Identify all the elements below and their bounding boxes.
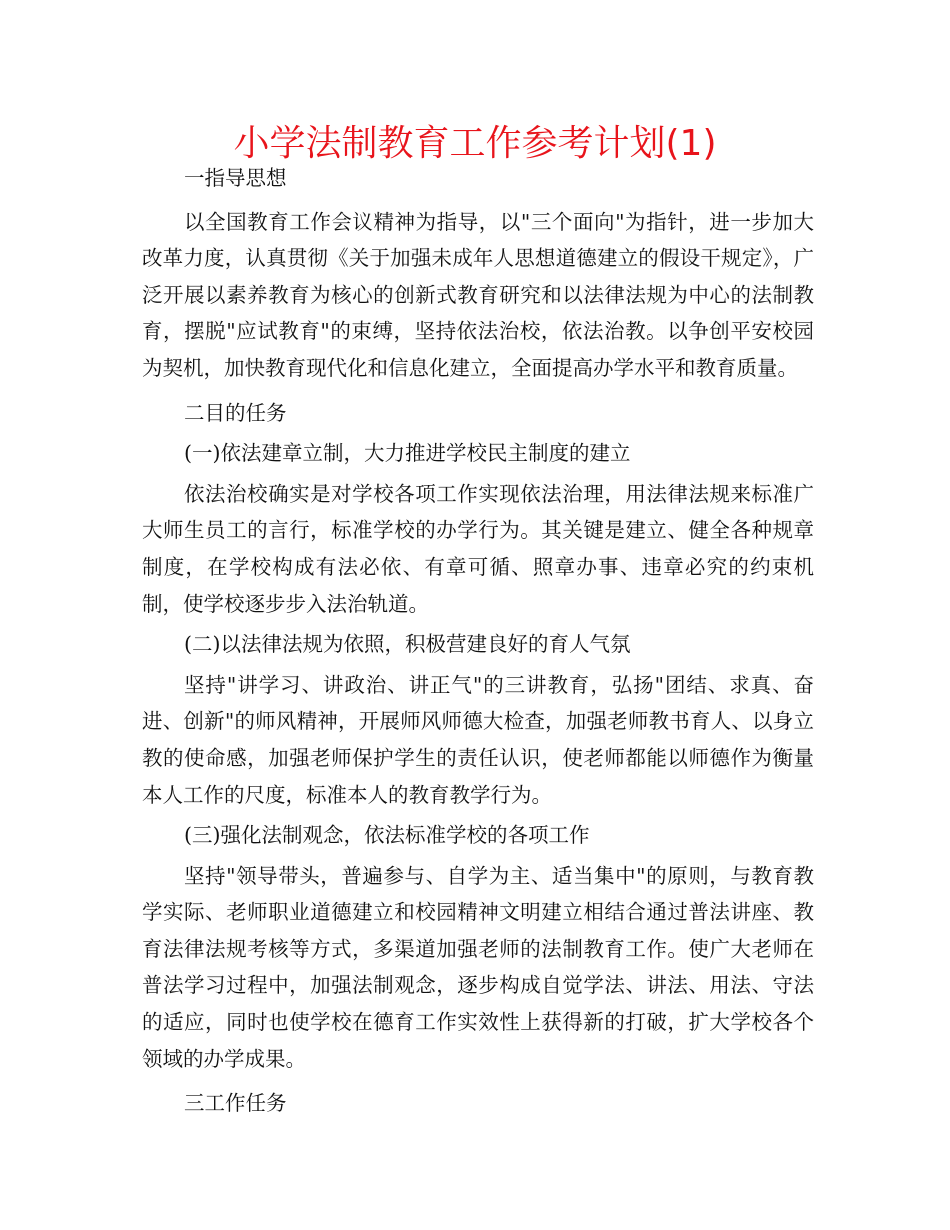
paragraph-1: 依法治校确实是对学校各项工作实现依法治理，用法律法规来标准广大师生员工的言行，标准学校的办学行为。其关键是建立、健全各种规章制度，在学校构成有法必依、有章可循、照章办事、违章必究的约束机制，使学校逐步步入法治轨道。 [142, 481, 814, 616]
subheading-3: (三)强化法制观念，依法标准学校的各项工作 [184, 823, 590, 848]
section-heading-guiding-ideology: 一指导思想 [184, 166, 287, 190]
paragraph-2: 坚持"讲学习、讲政治、讲正气"的三讲教育，弘扬"团结、求真、奋进、创新"的师风精神，开展师风师德大检查，加强老师教书育人、以身立教的使命感，加强老师保护学生的责任认识，使老师都能以师德作为衡量本人工作的尺度，标准本人的教育教学行为。 [142, 672, 814, 807]
paragraph-3: 坚持"领导带头，普遍参与、自学为主、适当集中"的原则，与教育教学实际、老师职业道德建立和校园精神文明建立相结合通过普法讲座、教育法律法规考核等方式，多渠道加强老师的法制教育工作。使广大老师在普法学习过程中，加强法制观念，逐步构成自觉学法、讲法、用法、守法的适应，同时也使学校在德育工作实效性上获得新的打破，扩大学校各个领域的办学成果。 [142, 863, 814, 1071]
section-heading-work-tasks: 三工作任务 [184, 1091, 287, 1116]
section-heading-goals: 二目的任务 [184, 400, 287, 425]
page-title: 小学法制教育工作参考计划(1) [233, 123, 717, 164]
subheading-2: (二)以法律法规为依照，积极营建良好的育人气氛 [184, 632, 631, 657]
subheading-1: (一)依法建章立制，大力推进学校民主制度的建立 [184, 441, 631, 466]
document-body [142, 160, 814, 1122]
paragraph-guiding-ideology: 以全国教育工作会议精神为指导，以"三个面向"为指针，进一步加大改革力度，认真贯彻《关于加强未成年人思想道德建立的假设干规定》，广泛开展以素养教育为核心的创新式教育研究和以法律法规为中心的法制教育，摆脱"应试教育"的束缚，坚持依法治校，依法治教。以争创平安校园为契机，加快教育现代化和信息化建立，全面提高办学水平和教育质量。 [142, 209, 814, 380]
